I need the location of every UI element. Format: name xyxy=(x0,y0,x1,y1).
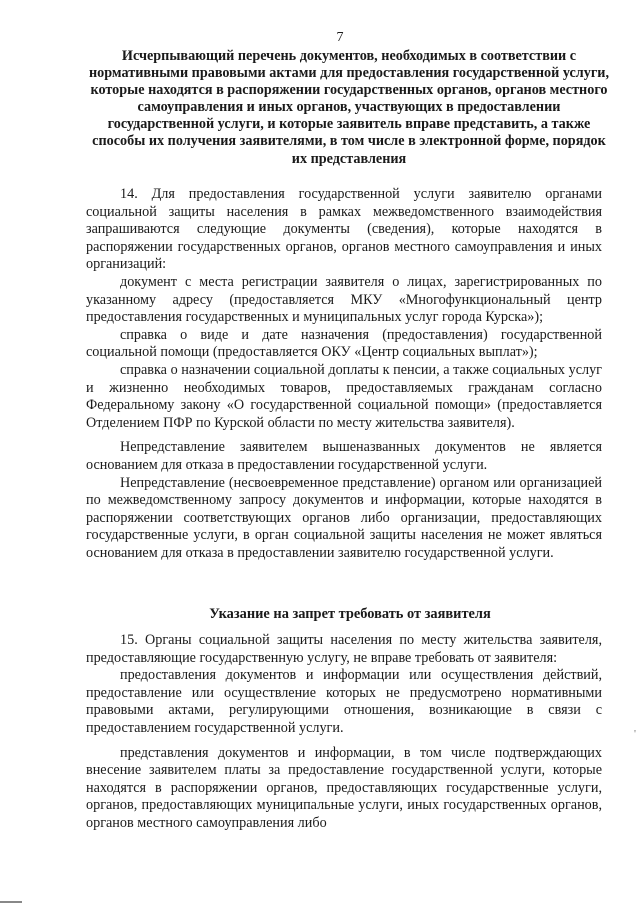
paragraph-14-late-submission: Непредставление (несвоевременное представление) органом или организацией по межведомственному запросу документов и информации, которые находятся в распоряжении соответствующих органов либо организации, предоставляющих государственные услуги, в орган социальной защиты населения не может являться основанием для отказа в предоставлении заявителю государственной услуги. xyxy=(86,474,602,561)
paragraph-14-item-registration: документ с места регистрации заявителя о лицах, зарегистрированных по указанному адресу (предоставляется МКУ «Многофункциональный центр предоставления государственных и муниципальных услуг города Курска»); xyxy=(86,273,602,326)
paragraph-15-intro: 15. Органы социальной защиты населения по месту жительства заявителя, предоставляющие государственную услугу, не вправе требовать от заявителя: xyxy=(86,632,602,666)
section-14-body xyxy=(86,186,602,562)
paragraph-15-item-documents: представления документов и информации, в том числе подтверждающих внесение заявителем платы за предоставление государственной услуги, которые находятся в распоряжении органов, предоставляющих государственные услуги, органов, предоставляющих муниципальные услуги, иных государственных органов, органов местного самоуправления либо xyxy=(86,744,602,831)
section-15-heading: Указание на запрет требовать от заявителя xyxy=(209,606,491,622)
scan-edge-mark: ' xyxy=(634,728,636,740)
paragraph-14-item-pension: справка о назначении социальной доплаты к пенсии, а также социальных услуг и жизненно необходимых товаров, предоставляемых гражданам согласно Федеральному закону «О государственной социальной помощи» (предоставляется Отделением ПФР по Курской области по месту жительства заявителя). xyxy=(86,361,602,431)
scan-footer-mark xyxy=(0,901,22,903)
page-number: 7 xyxy=(336,30,344,45)
paragraph-14-intro: 14. Для предоставления государственной услуги заявителю органами социальной защиты населения в рамках межведомственного взаимодействия запрашиваются следующие документы (сведения), которые находятся в распоряжении государственных органов, органов местного самоуправления и иных организаций: xyxy=(86,186,602,273)
section-15-body xyxy=(86,632,602,833)
paragraph-15-item-actions: предоставления документов и информации или осуществления действий, предоставление или осуществление которых не предусмотрено нормативными правовыми актами, регулирующими отношения, возникающие в связи с предоставлением государственной услуги. xyxy=(86,667,602,736)
paragraph-14-item-social-help: справка о виде и дате назначения (предоставления) государственной социальной помощи (предоставляется ОКУ «Центр социальных выплат»); xyxy=(86,326,602,361)
paragraph-14-non-submission: Непредставление заявителем вышеназванных документов не является основанием для отказа в предоставлении государственной услуги. xyxy=(86,439,602,473)
section-title: Исчерпывающий перечень документов, необходимых в соответствии с нормативными правовыми актами для предоставления государственной услуги, которые находятся в распоряжении государственных органов, органов местного самоуправления и иных органов, участвующих в предоставлении государственной услуги, и которые заявитель вправе представить, а также способы их получения заявителями, в том числе в электронной форме, порядок их представления xyxy=(88,48,609,167)
